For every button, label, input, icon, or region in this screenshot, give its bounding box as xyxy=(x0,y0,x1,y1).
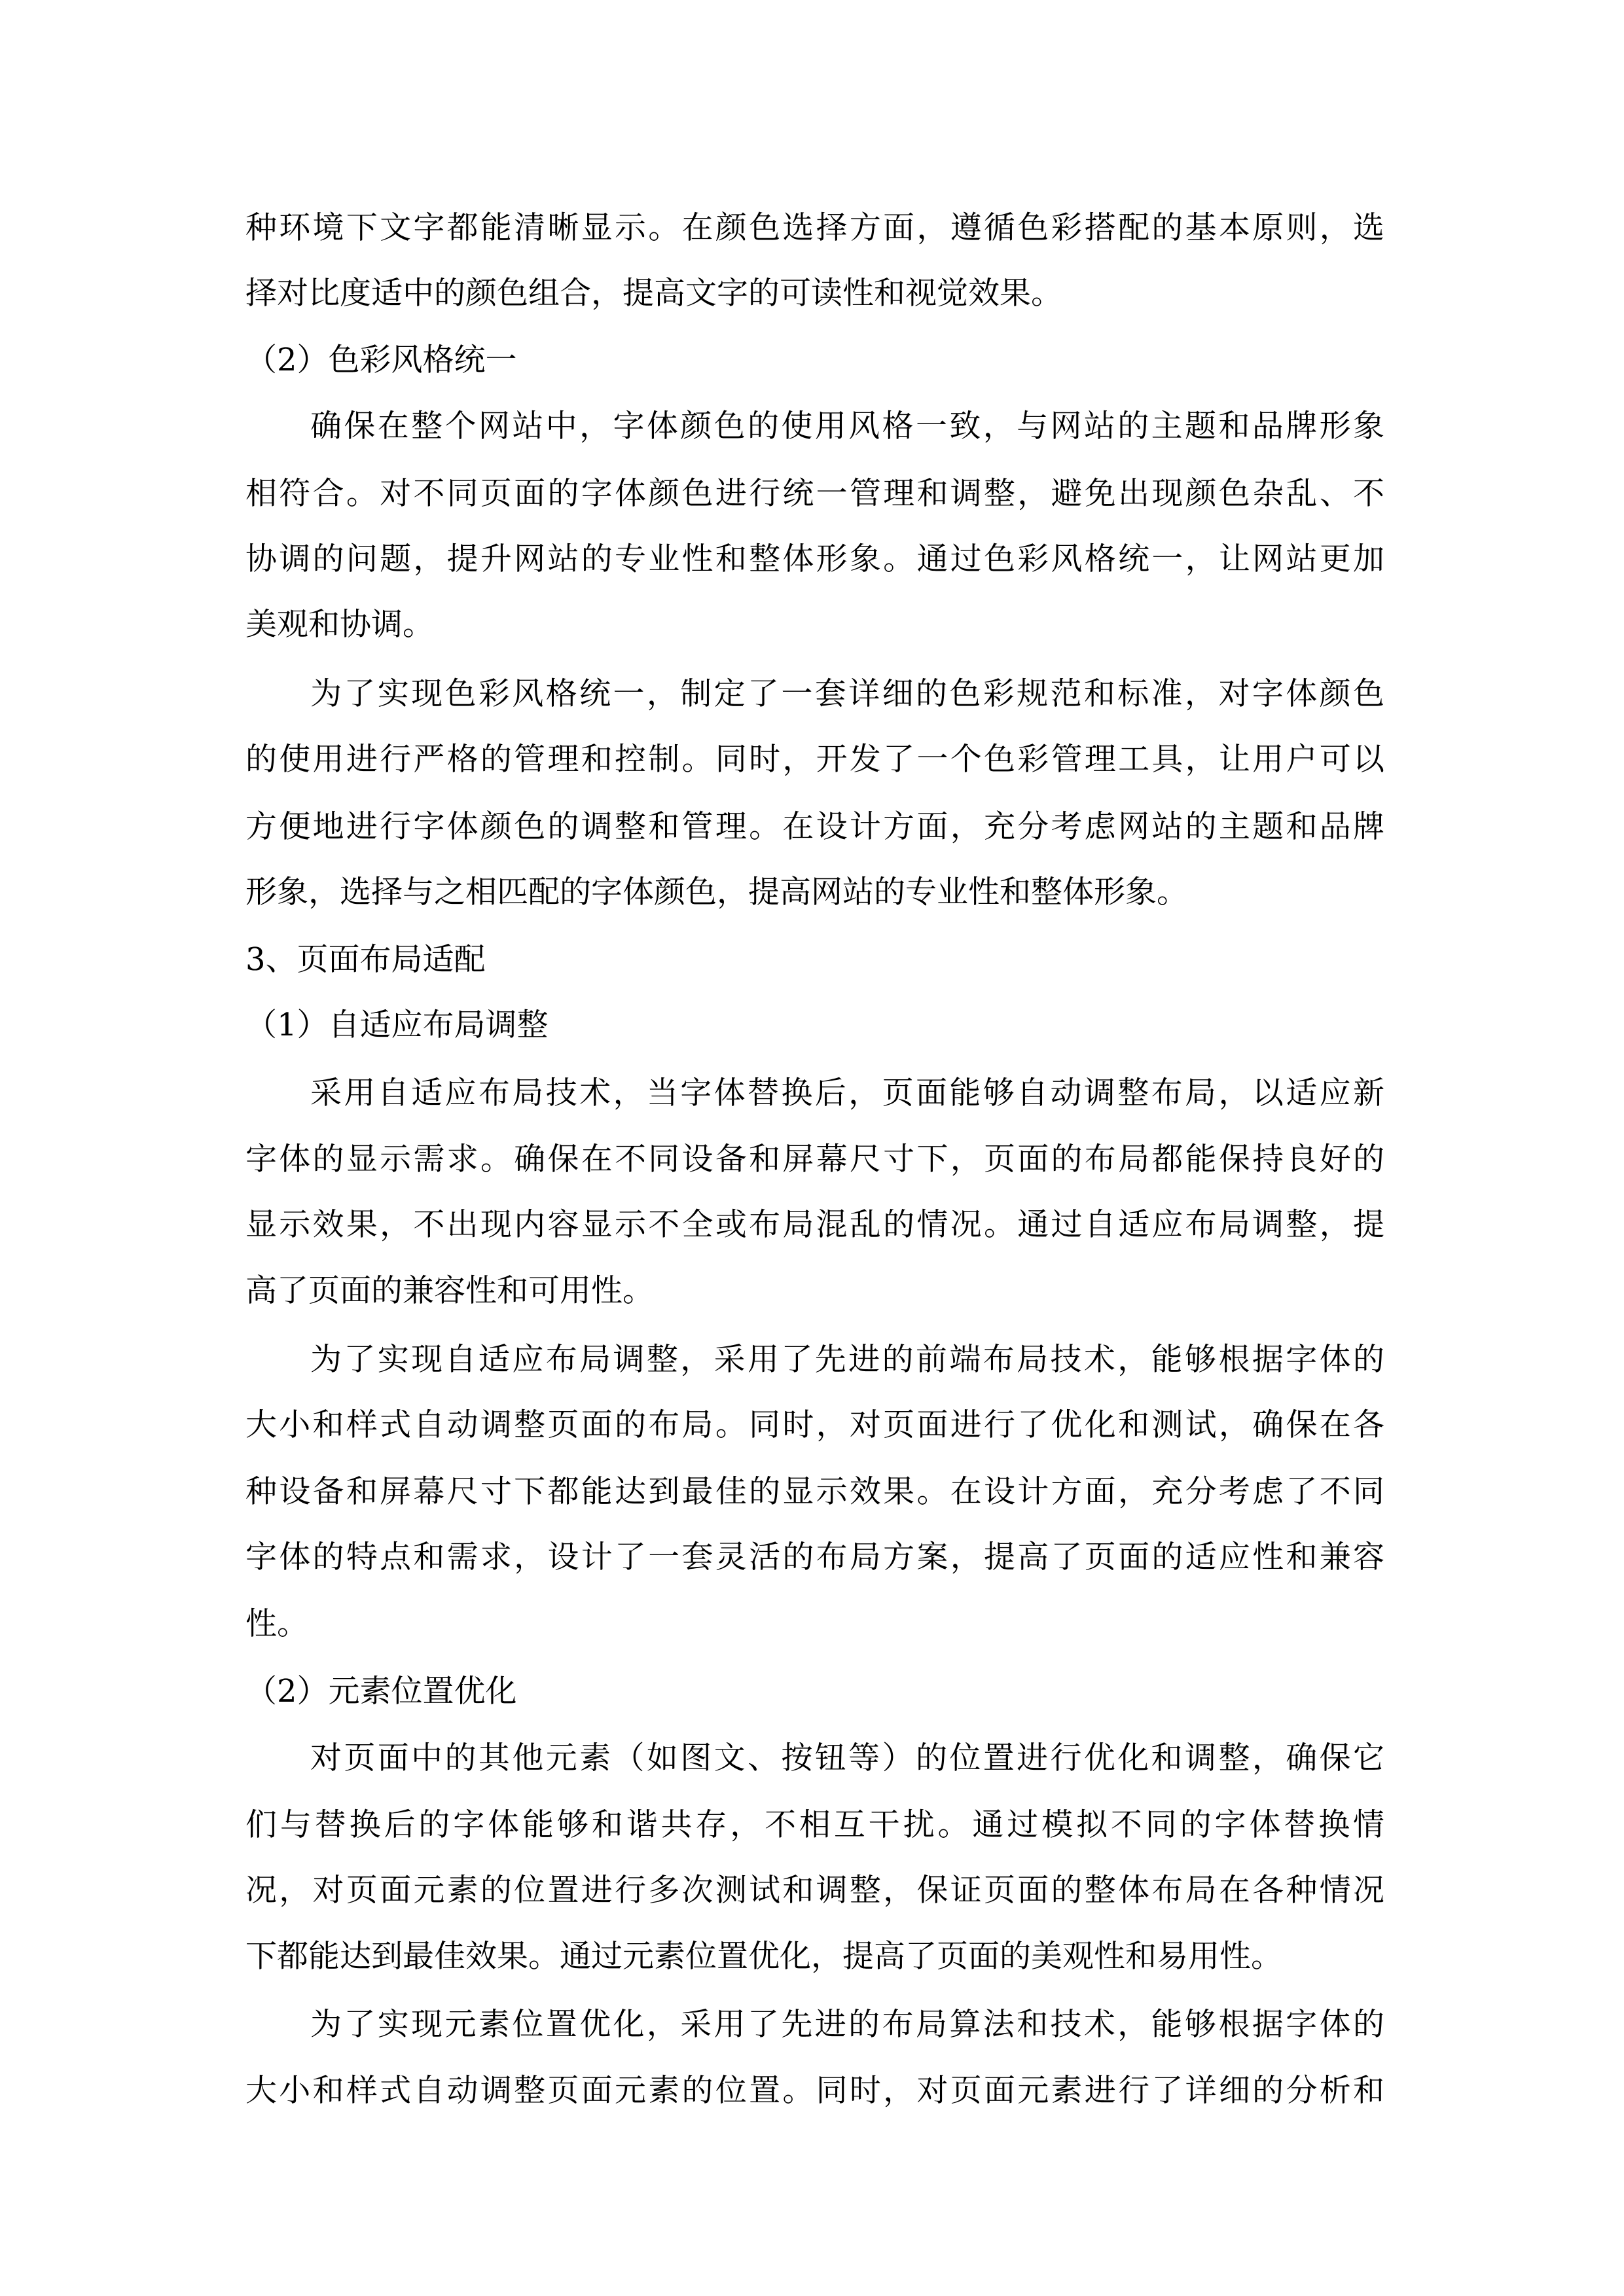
text-line: 协调的问题，提升网站的专业性和整体形象。通过色彩风格统一，让网站更加 xyxy=(245,541,1384,577)
section-heading: （2）色彩风格统一 xyxy=(245,342,517,378)
text-line: 字体的特点和需求，设计了一套灵活的布局方案，提高了页面的适应性和兼容 xyxy=(245,1539,1384,1575)
text-line: 方便地进行字体颜色的调整和管理。在设计方面，充分考虑网站的主题和品牌 xyxy=(245,808,1384,845)
section-heading: （1）自适应布局调整 xyxy=(245,1007,549,1043)
text-line: 种环境下文字都能清晰显示。在颜色选择方面，遵循色彩搭配的基本原则，选 xyxy=(245,209,1384,246)
text-line: 美观和协调。 xyxy=(245,606,435,643)
text-line: 采用自适应布局技术，当字体替换后，页面能够自动调整布局，以适应新 xyxy=(310,1075,1384,1111)
text-line: 种设备和屏幕尺寸下都能达到最佳的显示效果。在设计方面，充分考虑了不同 xyxy=(245,1473,1384,1510)
text-line: 相符合。对不同页面的字体颜色进行统一管理和调整，避免出现颜色杂乱、不 xyxy=(245,475,1384,512)
text-line: 为了实现自适应布局调整，采用了先进的前端布局技术，能够根据字体的 xyxy=(310,1341,1384,1378)
text-line: 况，对页面元素的位置进行多次测试和调整，保证页面的整体布局在各种情况 xyxy=(245,1872,1384,1909)
text-line: 形象，选择与之相匹配的字体颜色，提高网站的专业性和整体形象。 xyxy=(245,874,1189,910)
text-line: 的使用进行严格的管理和控制。同时，开发了一个色彩管理工具，让用户可以 xyxy=(245,741,1384,778)
text-line: 对页面中的其他元素（如图文、按钮等）的位置进行优化和调整，确保它 xyxy=(310,1740,1384,1776)
text-line: 为了实现元素位置优化，采用了先进的布局算法和技术，能够根据字体的 xyxy=(310,2006,1384,2043)
text-line: 择对比度适中的颜色组合，提高文字的可读性和视觉效果。 xyxy=(245,275,1063,312)
text-line: 大小和样式自动调整页面元素的位置。同时，对页面元素进行了详细的分析和 xyxy=(245,2072,1384,2109)
text-line: 下都能达到最佳效果。通过元素位置优化，提高了页面的美观性和易用性。 xyxy=(245,1938,1283,1975)
text-line: 高了页面的兼容性和可用性。 xyxy=(245,1272,655,1309)
text-line: 性。 xyxy=(245,1605,309,1642)
section-heading: 3、页面布局适配 xyxy=(245,941,486,978)
text-line: 为了实现色彩风格统一，制定了一套详细的色彩规范和标准，对字体颜色 xyxy=(310,675,1384,712)
text-line: 显示效果，不出现内容显示不全或布局混乱的情况。通过自适应布局调整，提 xyxy=(245,1206,1384,1243)
text-line: 们与替换后的字体能够和谐共存，不相互干扰。通过模拟不同的字体替换情 xyxy=(245,1806,1384,1843)
text-line: 确保在整个网站中，字体颜色的使用风格一致，与网站的主题和品牌形象 xyxy=(310,408,1384,444)
text-line: 大小和样式自动调整页面的布局。同时，对页面进行了优化和测试，确保在各 xyxy=(245,1407,1384,1443)
text-line: 字体的显示需求。确保在不同设备和屏幕尺寸下，页面的布局都能保持良好的 xyxy=(245,1141,1384,1177)
section-heading: （2）元素位置优化 xyxy=(245,1673,517,1710)
